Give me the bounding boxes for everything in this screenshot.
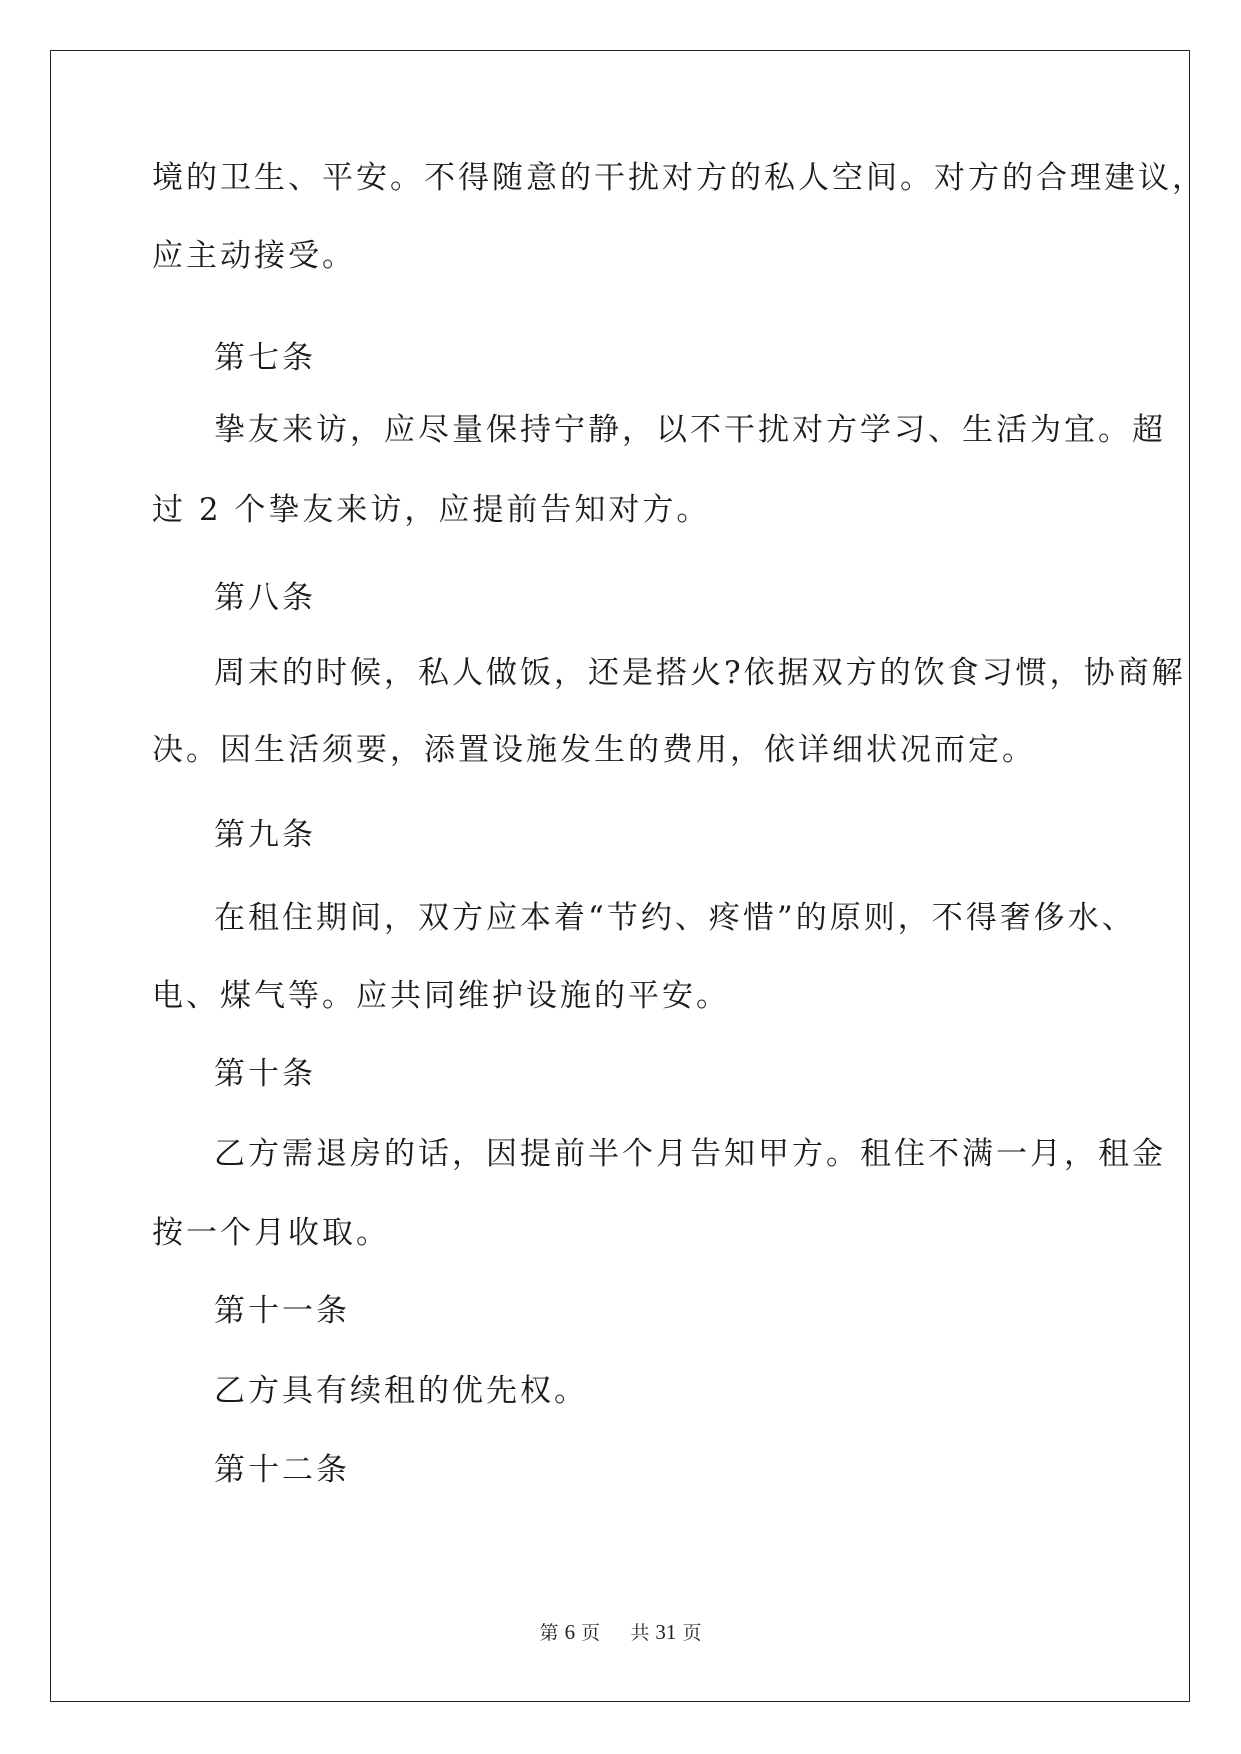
article-heading: 第七条 — [214, 340, 316, 376]
body-text-line: 乙方需退房的话，因提前半个月告知甲方。租住不满一月，租金 — [214, 1136, 1166, 1172]
body-text-line: 挚友来访，应尽量保持宁静，以不干扰对方学习、生活为宜。超 — [214, 412, 1166, 448]
total-prefix: 共 — [630, 1622, 650, 1644]
article-heading: 第十条 — [214, 1056, 316, 1092]
body-text-line: 应主动接受。 — [152, 238, 356, 274]
body-text-line: 决。因生活须要，添置设施发生的费用，依详细状况而定。 — [152, 732, 1036, 768]
page-footer — [0, 1618, 1241, 1645]
body-text-line: 境的卫生、平安。不得随意的干扰对方的私人空间。对方的合理建议， — [152, 160, 1206, 196]
page-number: 6 — [564, 1620, 576, 1644]
article-heading: 第九条 — [214, 817, 316, 853]
body-text-line: 过 2 个挚友来访，应提前告知对方。 — [152, 492, 711, 528]
article-heading: 第八条 — [214, 580, 316, 616]
total-pages: 31 — [655, 1620, 677, 1644]
article-heading: 第十一条 — [214, 1293, 350, 1329]
body-text-line: 周末的时候，私人做饭，还是搭火?依据双方的饮食习惯，协商解 — [214, 655, 1186, 691]
page-suffix: 页 — [581, 1622, 601, 1644]
body-text-line: 乙方具有续租的优先权。 — [214, 1373, 588, 1409]
total-suffix: 页 — [682, 1622, 702, 1644]
body-text-line: 电、煤气等。应共同维护设施的平安。 — [152, 978, 730, 1014]
body-text-line: 在租住期间，双方应本着“节约、疼惜”的原则，不得奢侈水、 — [214, 900, 1136, 936]
page-prefix: 第 — [539, 1622, 559, 1644]
article-heading: 第十二条 — [214, 1452, 350, 1488]
body-text-line: 按一个月收取。 — [152, 1215, 390, 1251]
